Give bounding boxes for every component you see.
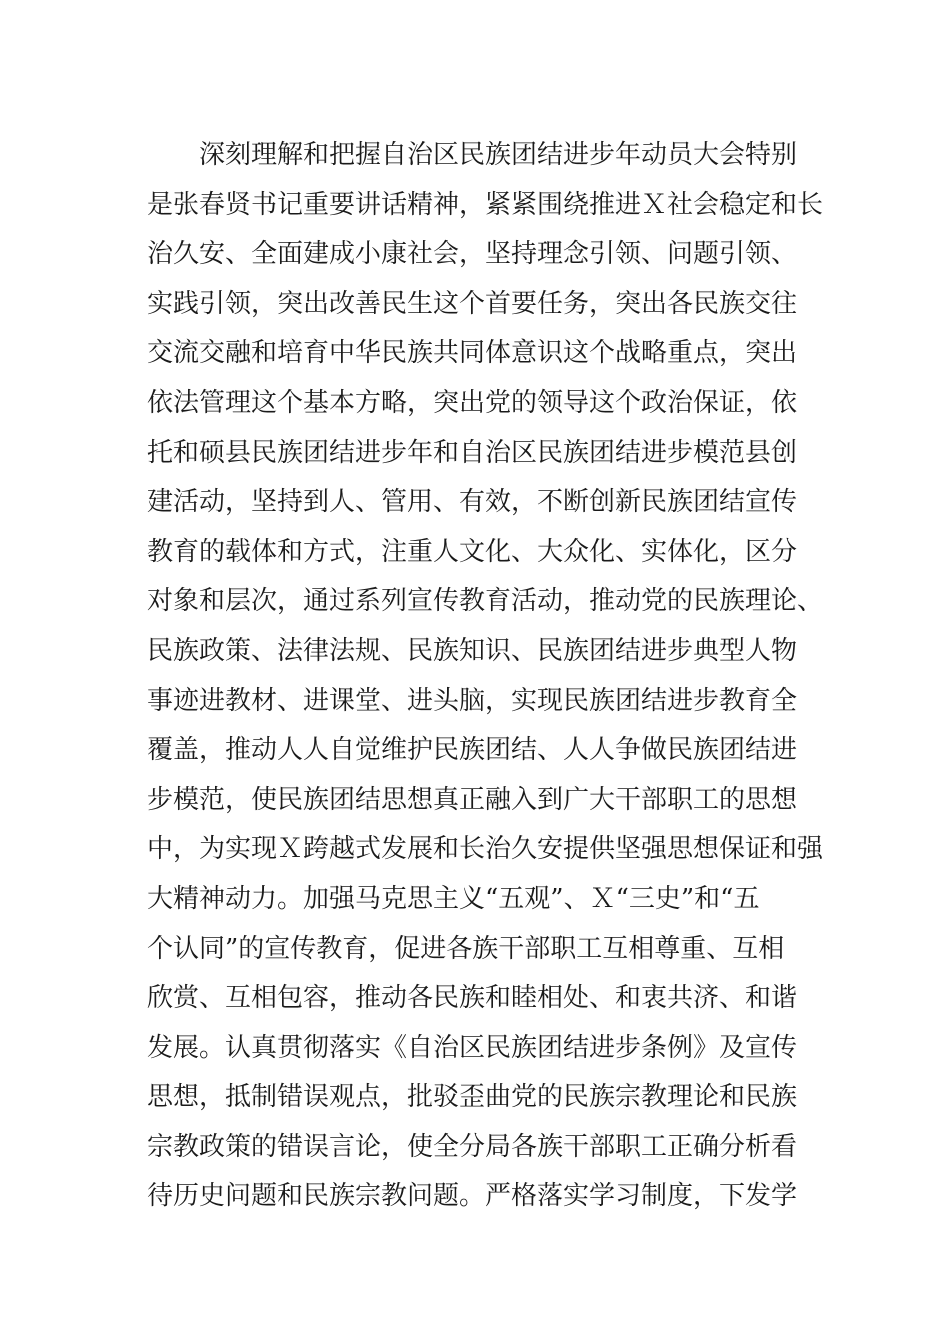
body-paragraph [147,131,824,1222]
text-line: 深刻理解和把握自治区民族团结进步年动员大会特别 [199,140,798,170]
text-line: 覆盖，推动人人自觉维护民族团结、人人争做民族团结进 [147,735,798,766]
text-line: 个认同”的宣传教育，促进各族干部职工互相尊重、互相 [147,933,785,964]
text-line: 托和硕县民族团结进步年和自治区民族团结进步模范县创 [147,437,798,468]
text-line: 交流交融和培育中华民族共同体意识这个战略重点，突出 [147,338,798,369]
text-line: 教育的载体和方式，注重人文化、大众化、实体化，区分 [147,536,798,567]
text-line: 宗教政策的错误言论，使全分局各族干部职工正确分析看 [147,1131,798,1162]
text-line: 是张春贤书记重要讲话精神，紧紧围绕推进Ｘ社会稳定和长 [147,189,824,220]
text-line: 发展。认真贯彻落实《自治区民族团结进步条例》及宣传 [147,1032,798,1063]
text-line: 治久安、全面建成小康社会，坚持理念引领、问题引领、 [147,239,798,270]
text-line: 步模范，使民族团结思想真正融入到广大干部职工的思想 [147,784,798,815]
text-line: 思想，抵制错误观点，批驳歪曲党的民族宗教理论和民族 [147,1082,798,1113]
text-line: 民族政策、法律法规、民族知识、民族团结进步典型人物 [147,635,798,666]
text-line: 欣赏、互相包容，推动各民族和睦相处、和衷共济、和谐 [147,983,798,1014]
text-line: 建活动，坚持到人、管用、有效，不断创新民族团结宣传 [147,487,798,518]
text-line: 对象和层次，通过系列宣传教育活动，推动党的民族理论、 [147,586,824,617]
text-line: 事迹进教材、进课堂、进头脑，实现民族团结进步教育全 [147,685,798,716]
text-line: 实践引领，突出改善民生这个首要任务，突出各民族交往 [147,288,798,319]
text-line: 依法管理这个基本方略，突出党的领导这个政治保证，依 [147,387,798,418]
text-line: 中，为实现Ｘ跨越式发展和长治久安提供坚强思想保证和强 [147,834,824,865]
text-line: 待历史问题和民族宗教问题。严格落实学习制度，下发学 [147,1181,798,1212]
text-line: 大精神动力。加强马克思主义“五观”、Ｘ“三史”和“五 [147,883,760,914]
